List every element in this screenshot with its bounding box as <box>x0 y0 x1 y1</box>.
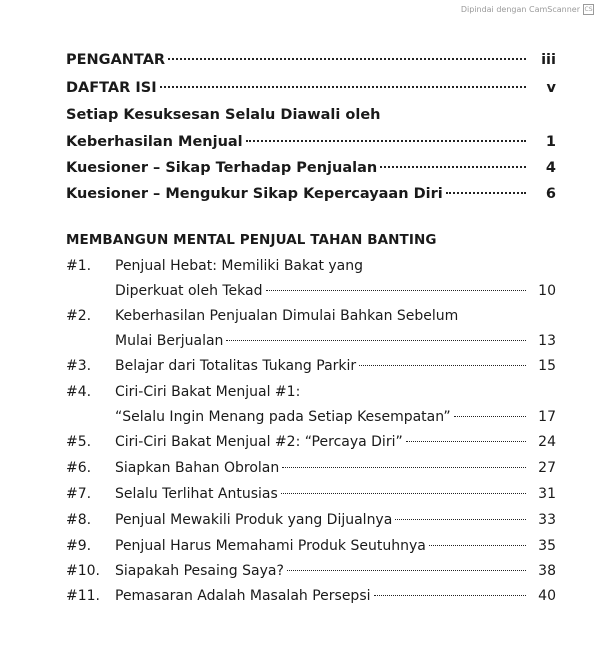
toc-page-number: 27 <box>538 460 556 476</box>
chapter-entry-6[interactable] <box>66 460 556 476</box>
chapter-title-line1: Ciri-Ciri Bakat Menjual #1: <box>115 384 301 400</box>
chapter-entry-1[interactable] <box>115 283 556 299</box>
chapter-title: Ciri-Ciri Bakat Menjual #2: “Percaya Diri” <box>115 434 403 450</box>
chapter-title: Belajar dari Totalitas Tukang Parkir <box>115 358 357 374</box>
chapter-entry-4[interactable] <box>115 409 556 425</box>
dot-leader <box>246 140 526 142</box>
chapter-entry-2-line1 <box>66 308 556 324</box>
dot-leader <box>168 58 526 60</box>
dot-leader <box>446 192 526 194</box>
chapter-title: Penjual Mewakili Produk yang Dijualnya <box>115 512 393 528</box>
chapter-title: Siapkan Bahan Obrolan <box>115 460 280 476</box>
toc-page-number: 40 <box>538 588 556 604</box>
toc-page-number: 33 <box>538 512 556 528</box>
chapter-title: Diperkuat oleh Tekad <box>115 283 263 299</box>
toc-entry-title: Keberhasilan Menjual <box>66 134 243 150</box>
chapter-title: Mulai Berjualan <box>115 333 224 349</box>
chapter-title: “Selalu Ingin Menang pada Setiap Kesempatan” <box>115 409 451 425</box>
section-heading: MEMBANGUN MENTAL PENJUAL TAHAN BANTING <box>66 232 437 248</box>
dot-leader <box>281 493 526 494</box>
toc-page-number: v <box>546 80 556 96</box>
chapter-number: #1. <box>66 258 92 274</box>
dot-leader <box>160 86 526 88</box>
toc-page-number: 10 <box>538 283 556 299</box>
toc-page-number: 38 <box>538 563 556 579</box>
chapter-entry-11[interactable] <box>66 588 556 604</box>
toc-entry-pengantar[interactable] <box>66 52 556 68</box>
toc-page-number: 31 <box>538 486 556 502</box>
toc-page-number: 35 <box>538 538 556 554</box>
chapter-entry-4-line1 <box>66 384 556 400</box>
scanner-watermark <box>461 4 594 15</box>
toc-page-number: 6 <box>545 186 556 202</box>
camscanner-logo-icon: CS <box>584 6 593 13</box>
toc-page-number: 13 <box>538 333 556 349</box>
dot-leader <box>429 545 526 546</box>
dot-leader <box>282 467 526 468</box>
toc-entry-kuesioner-penjualan[interactable] <box>66 160 556 176</box>
chapter-title: Pemasaran Adalah Masalah Persepsi <box>115 588 371 604</box>
dot-leader <box>454 416 526 417</box>
toc-page-number: 17 <box>538 409 556 425</box>
chapter-number: #7. <box>66 486 92 502</box>
toc-entry-title: PENGANTAR <box>66 52 166 68</box>
chapter-number: #5. <box>66 434 92 450</box>
chapter-entry-3[interactable] <box>66 358 556 374</box>
toc-entry-title: Kuesioner – Mengukur Sikap Kepercayaan Diri <box>66 186 443 202</box>
chapter-number: #3. <box>66 358 92 374</box>
chapter-title: Penjual Harus Memahami Produk Seutuhnya <box>115 538 426 554</box>
chapter-entry-1-line1 <box>66 258 556 274</box>
chapter-entry-2[interactable] <box>115 333 556 349</box>
chapter-number: #8. <box>66 512 92 528</box>
toc-page-number: 24 <box>538 434 556 450</box>
toc-entry-title: Kuesioner – Sikap Terhadap Penjualan <box>66 160 378 176</box>
toc-entry-kuesioner-kepercayaan[interactable] <box>66 186 556 202</box>
toc-entry-line1 <box>66 107 556 123</box>
dot-leader <box>266 290 527 291</box>
chapter-number: #11. <box>66 588 100 604</box>
chapter-entry-10[interactable] <box>66 563 556 579</box>
toc-page-number: 15 <box>538 358 556 374</box>
toc-page-number: iii <box>541 52 556 68</box>
dot-leader <box>226 340 526 341</box>
chapter-entry-5[interactable] <box>66 434 556 450</box>
chapter-entry-7[interactable] <box>66 486 556 502</box>
chapter-title: Siapakah Pesaing Saya? <box>115 563 284 579</box>
chapter-number: #6. <box>66 460 92 476</box>
chapter-title-line1: Penjual Hebat: Memiliki Bakat yang <box>115 258 364 274</box>
dot-leader <box>374 595 526 596</box>
toc-entry-daftar-isi[interactable] <box>66 80 556 96</box>
chapter-entry-8[interactable] <box>66 512 556 528</box>
chapter-title: Selalu Terlihat Antusias <box>115 486 278 502</box>
chapter-entry-9[interactable] <box>66 538 556 554</box>
toc-page-number: 1 <box>545 134 556 150</box>
dot-leader <box>395 519 526 520</box>
chapter-number: #4. <box>66 384 92 400</box>
dot-leader <box>359 365 526 366</box>
chapter-number: #2. <box>66 308 92 324</box>
chapter-number: #9. <box>66 538 92 554</box>
chapter-number: #10. <box>66 563 100 579</box>
dot-leader <box>287 570 526 571</box>
toc-entry-title: DAFTAR ISI <box>66 80 157 96</box>
toc-entry-title-line1: Setiap Kesuksesan Selalu Diawali oleh <box>66 107 381 123</box>
dot-leader <box>406 441 526 442</box>
scanner-watermark-text: Dipindai dengan CamScanner <box>460 5 580 14</box>
chapter-title-line1: Keberhasilan Penjualan Dimulai Bahkan Sebelum <box>115 308 459 324</box>
toc-entry-keberhasilan-menjual[interactable] <box>66 134 556 150</box>
toc-page-number: 4 <box>545 160 556 176</box>
dot-leader <box>380 166 526 168</box>
